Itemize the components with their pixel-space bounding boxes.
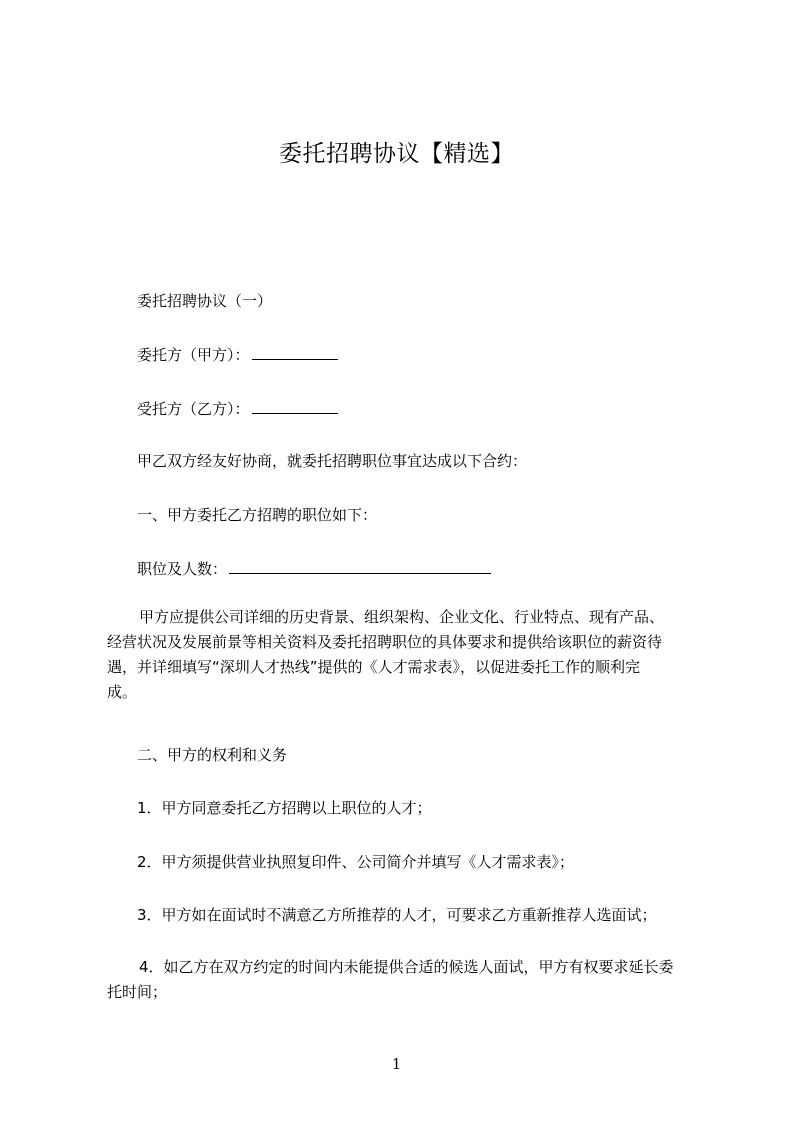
positions-blank bbox=[229, 558, 491, 574]
agreement-heading: 委托招聘协议（一） bbox=[137, 292, 273, 310]
positions-line bbox=[137, 558, 491, 579]
requirements-paragraph bbox=[107, 605, 697, 705]
section-1-heading: 一、甲方委托乙方招聘的职位如下： bbox=[137, 506, 378, 524]
positions-label: 职位及人数： bbox=[137, 560, 228, 578]
list-item-line: 4．如乙方在双方约定的时间内未能提供合适的候选人面试，甲方有权要求延长委 bbox=[139, 958, 674, 976]
document-title: 委托招聘协议【精选】 bbox=[279, 141, 514, 167]
list-item: 3．甲方如在面试时不满意乙方所推荐的人才，可要求乙方重新推荐人选面试； bbox=[137, 906, 657, 924]
paragraph-line: 经营状况及发展前景等相关资料及委托招聘职位的具体要求和提供给该职位的薪资待 bbox=[107, 633, 663, 651]
paragraph-line: 甲方应提供公司详细的历史背景、组织架构、企业文化、行业特点、现有产品、 bbox=[139, 608, 665, 626]
list-item: 1．甲方同意委托乙方招聘以上职位的人才； bbox=[137, 799, 432, 817]
section-2-heading: 二、甲方的权利和义务 bbox=[137, 746, 288, 764]
party-b-blank bbox=[252, 398, 338, 414]
party-a-label: 委托方（甲方）： bbox=[137, 346, 250, 364]
paragraph-line: 遇，并详细填写“深圳人才热线”提供的《人才需求表》，以促进委托工作的顺利完 bbox=[107, 658, 641, 676]
intro-text: 甲乙双方经友好协商，就委托招聘职位事宜达成以下合约： bbox=[137, 452, 528, 470]
party-a-line bbox=[137, 344, 338, 365]
party-a-blank bbox=[252, 344, 338, 360]
list-item-line: 托时间； bbox=[107, 983, 168, 1001]
paragraph-line: 成。 bbox=[107, 683, 138, 701]
list-item: 2．甲方须提供营业执照复印件、公司简介并填写《人才需求表》； bbox=[137, 853, 575, 871]
party-b-line bbox=[137, 398, 338, 419]
page-number: 1 bbox=[391, 1055, 402, 1073]
party-b-label: 受托方（乙方）： bbox=[137, 400, 250, 418]
list-item-4 bbox=[107, 955, 697, 1005]
